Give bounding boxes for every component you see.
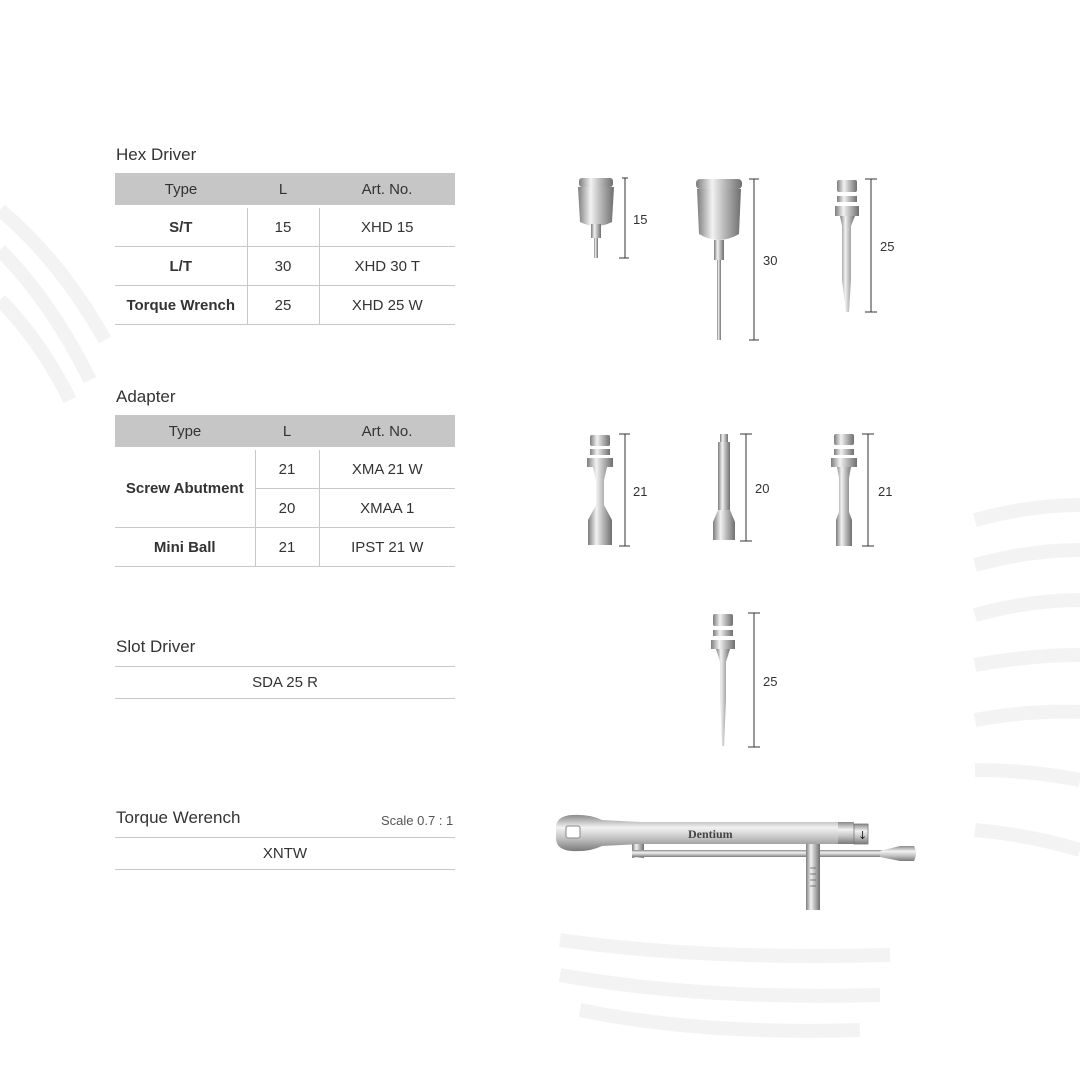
dimension-label: 25 (880, 239, 895, 254)
slot-driver-title: Slot Driver (116, 637, 196, 656)
slot-driver-art-no: SDA 25 R (115, 666, 455, 699)
row-type: L/T (115, 247, 247, 286)
row-length: 15 (247, 207, 319, 247)
header-type: Type (115, 173, 247, 207)
svg-text:↓: ↓ (858, 829, 868, 842)
row-length: 25 (247, 286, 319, 325)
row-art-no: XHD 15 (319, 207, 455, 247)
scale-label: Scale 0.7 : 1 (381, 813, 454, 828)
dimension-label: 21 (633, 484, 648, 499)
dimension-label: 30 (763, 253, 778, 268)
torque-wrench-art-no: XNTW (115, 837, 455, 870)
brand-label: Dentium (688, 827, 733, 841)
header-length: L (247, 173, 319, 207)
header-art-no: Art. No. (319, 415, 455, 449)
row-art-no: XMAA 1 (319, 489, 455, 528)
row-type: Mini Ball (115, 528, 255, 567)
hex-driver-st-illustration (578, 178, 629, 258)
slot-driver-illustration (711, 613, 760, 747)
dimension-label: 21 (878, 484, 893, 499)
row-type: Torque Wrench (115, 286, 247, 325)
dimension-label: 25 (763, 674, 778, 689)
row-length: 21 (255, 449, 319, 489)
row-length: 20 (255, 489, 319, 528)
row-type: Screw Abutment (115, 449, 255, 528)
row-art-no: IPST 21 W (319, 528, 455, 567)
row-length: 30 (247, 247, 319, 286)
row-art-no: XMA 21 W (319, 449, 455, 489)
hex-driver-lt-illustration (696, 179, 759, 340)
row-type: S/T (115, 207, 247, 247)
adapter-title: Adapter (116, 387, 176, 406)
header-type: Type (115, 415, 255, 449)
torque-wrench-title: Torque Werench (116, 808, 241, 827)
adapter-mini-ball-illustration (831, 434, 874, 546)
hex-driver-title: Hex Driver (116, 145, 197, 164)
header-art-no: Art. No. (319, 173, 455, 207)
row-length: 21 (255, 528, 319, 567)
row-art-no: XHD 30 T (319, 247, 455, 286)
row-art-no: XHD 25 W (319, 286, 455, 325)
adapter-xmaa-illustration (713, 434, 752, 541)
dimension-label: 15 (633, 212, 648, 227)
adapter-screw-abutment-illustration (587, 434, 630, 546)
hex-driver-torque-illustration (835, 179, 877, 312)
dimension-label: 20 (755, 481, 770, 496)
torque-wrench-illustration (556, 815, 916, 910)
header-length: L (255, 415, 319, 449)
